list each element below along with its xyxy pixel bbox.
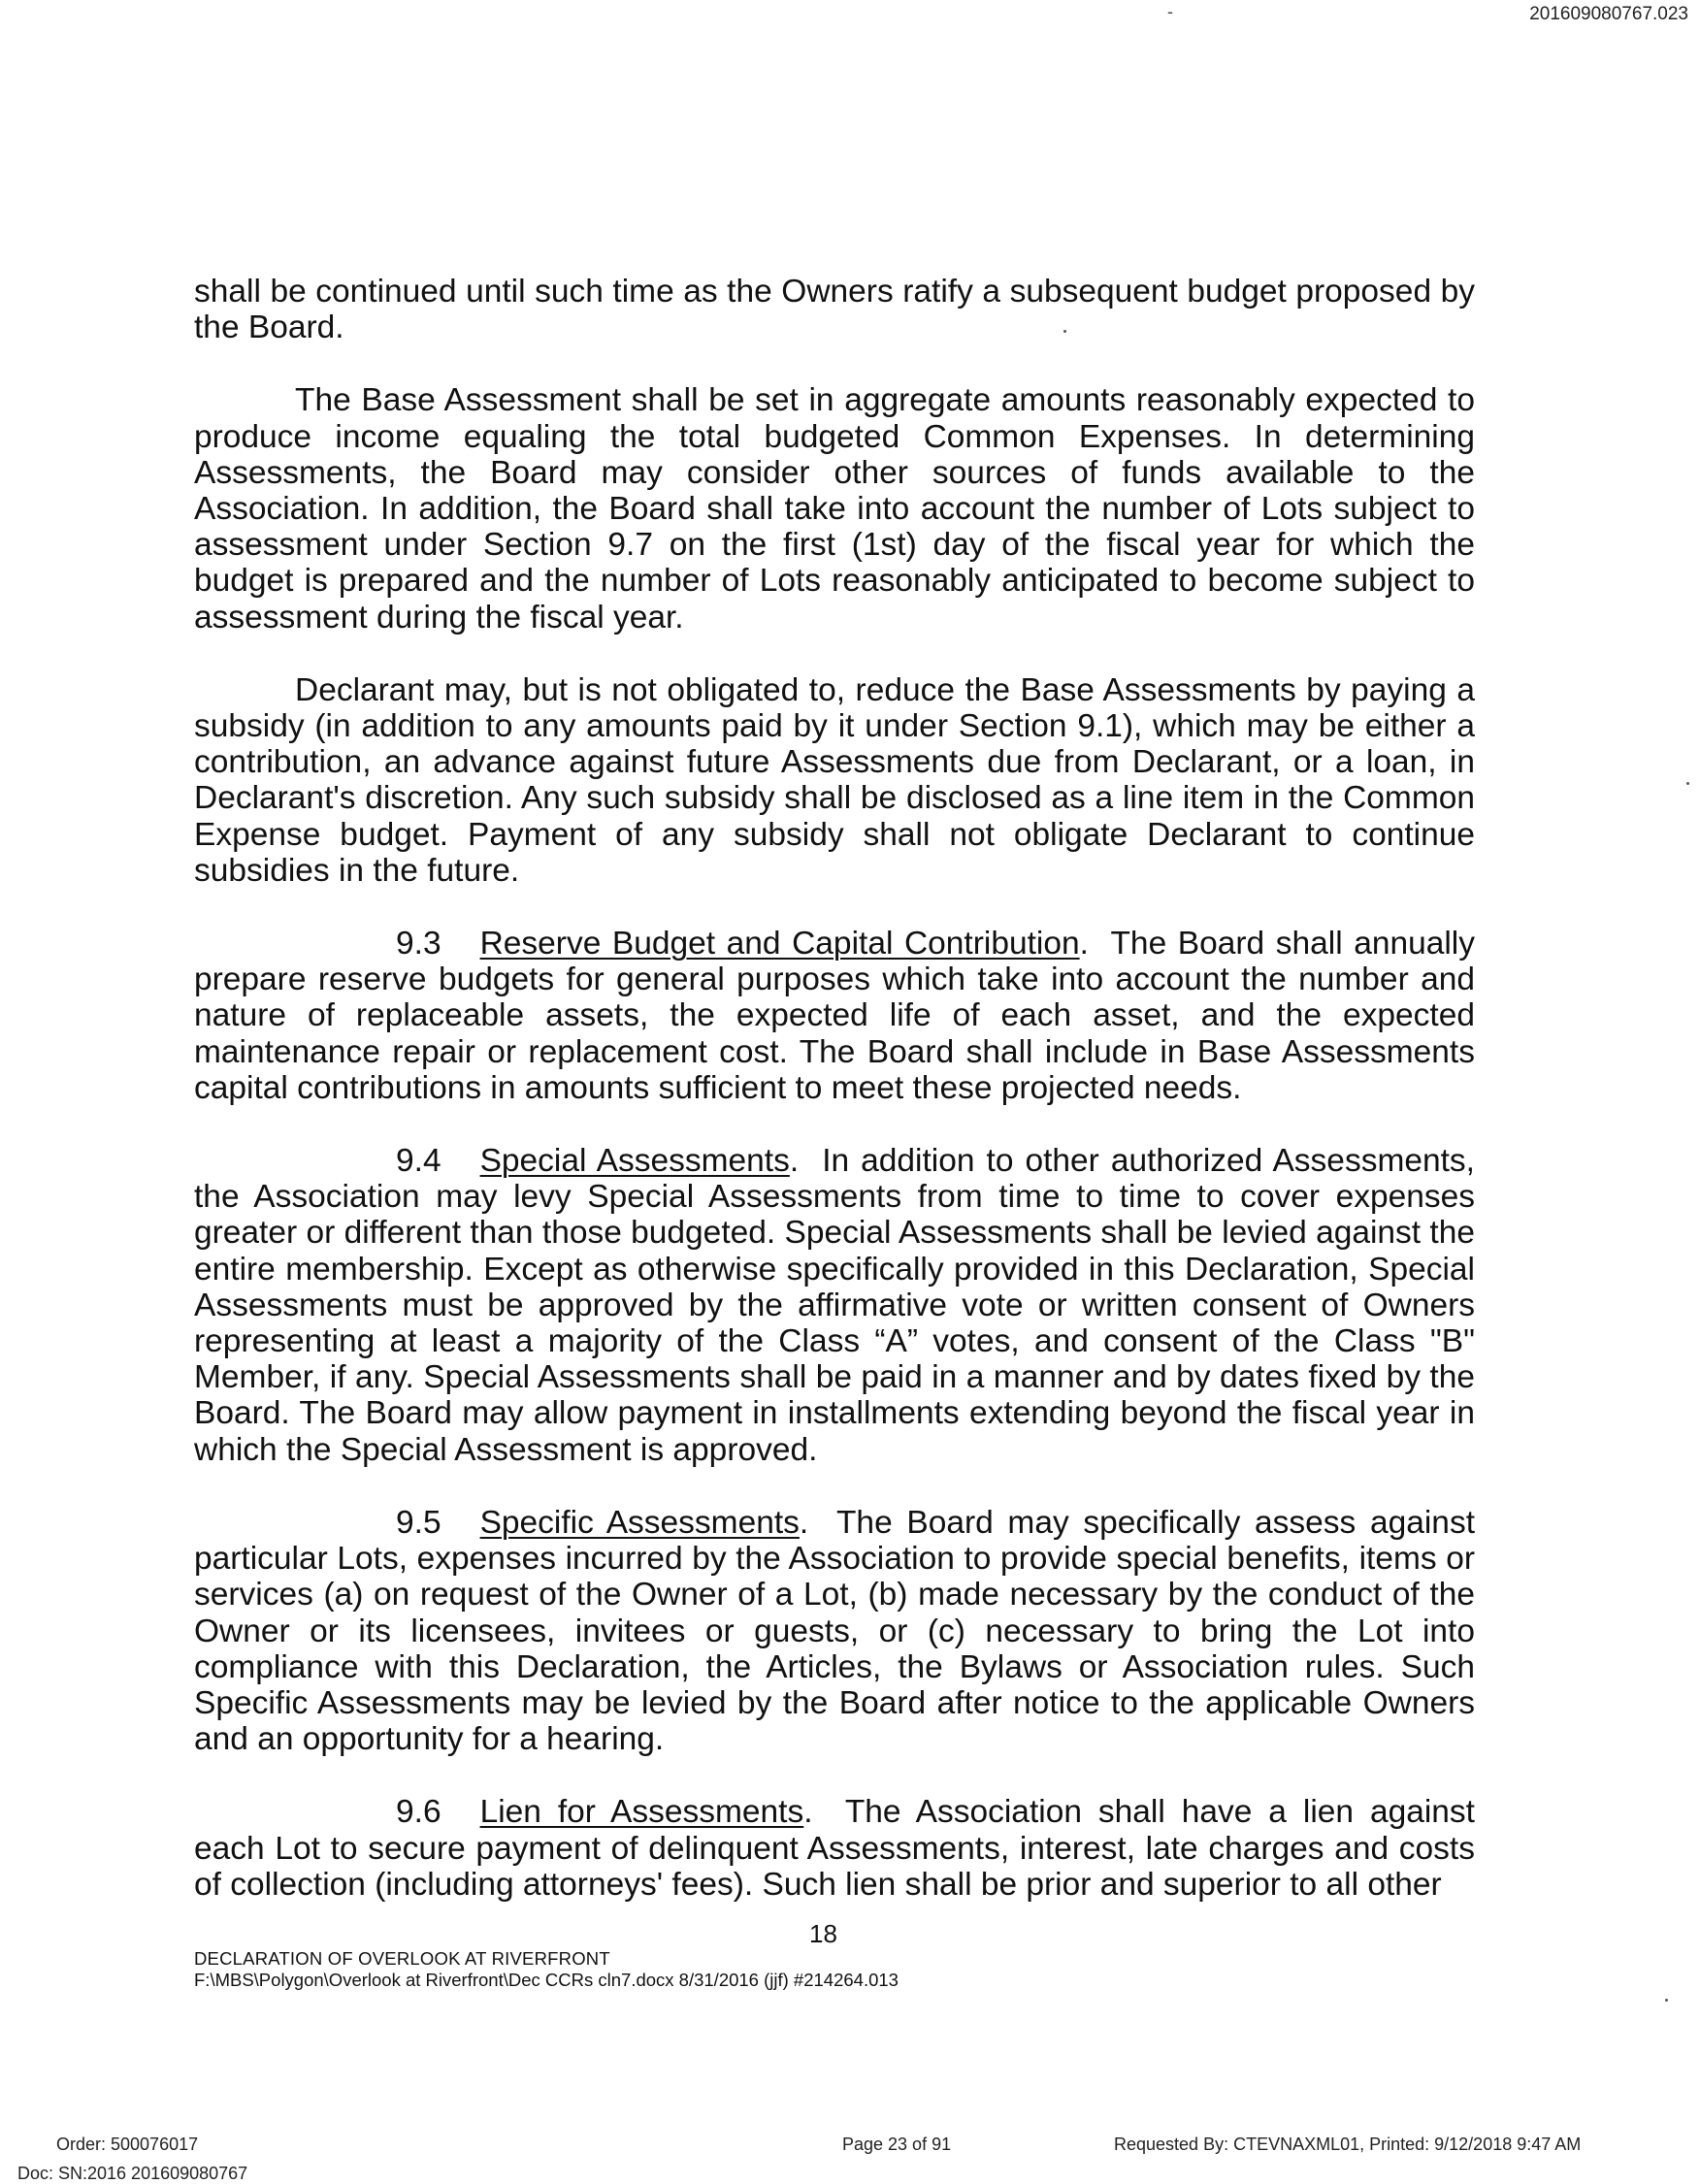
- section-heading: Lien for Assessments: [479, 1794, 804, 1831]
- section-number: 9.3: [396, 926, 441, 962]
- section-heading: Specific Assessments: [479, 1504, 800, 1541]
- corner-mark: -: [1167, 2, 1173, 21]
- page-count-stamp: Page 23 of 91: [842, 2135, 952, 2154]
- section-text: The Association shall have a lien against each Lot to secure payment of delinquent Assessments, interest, late charges and costs of collection (including attorneys' fees). Such lien shall be prior and superior to all other: [194, 1794, 1475, 1903]
- section-text: The Board may specifically assess against particular Lots, expenses incurred by the Association to provide special benefits, items or services (a) on request of the Owner of a Lot, (b) made necessary by the conduct of the Owner or its licensees, invitees or guests, or (c) necessary to bring the Lot into compliance with this Declaration, the Articles, the Bylaws or Association rules. Such Specific Assessments may be levied by the Board after notice to the applicable Owners and an opportunity for a hearing.: [194, 1504, 1475, 1758]
- footer-title: DECLARATION OF OVERLOOK AT RIVERFRONT: [194, 1948, 610, 1969]
- section-text: In addition to other authorized Assessments, the Association may levy Special Assessments from time to time to cover expenses greater or different than those budgeted. Special Assessments shall be levied against the entire membership. Except as otherwise specifically provided in this Declaration, Special Assessments must be approved by the affirmative vote or written consent of Owners representing at least a majority of the Class “A” votes, and consent of the Class "B" Member, if any. Special Assessments shall be paid in a manner and by dates fixed by the Board. The Board may allow payment in installments extending beyond the fiscal year in which the Special Assessment is approved.: [194, 1143, 1475, 1468]
- scan-speck: [1665, 1999, 1668, 2002]
- section-heading: Reserve Budget and Capital Contribution: [479, 926, 1080, 962]
- paragraph-continued: shall be continued until such time as the Owners ratify a subsequent budget proposed by the Board.: [194, 274, 1475, 346]
- section-9-4: 9.4 Special Assessments. In addition to other authorized Assessments, the Association may levy Special Assessments from time to time to cover expenses greater or different than those budgeted. Special Assessments shall be levied against the entire membership. Except as otherwise specifically provided in this Declaration, Special Assessments must be approved by the affirmative vote or written consent of Owners representing at least a majority of the Class “A” votes, and consent of the Class "B" Member, if any. Special Assessments shall be paid in a manner and by dates fixed by the Board. The Board may allow payment in installments extending beyond the fiscal year in which the Special Assessment is approved.: [194, 1143, 1475, 1468]
- section-text: The Board shall annually prepare reserve budgets for general purposes which take into account the number and nature of replaceable assets, the expected life of each asset, and the expected maintenance repair or replacement cost. The Board shall include in Base Assessments capital contributions in amounts sufficient to meet these projected needs.: [194, 926, 1475, 1106]
- section-9-5: 9.5 Specific Assessments. The Board may specifically assess against particular Lots, expenses incurred by the Association to provide special benefits, items or services (a) on request of the Owner of a Lot, (b) made necessary by the conduct of the Owner or its licensees, invitees or guests, or (c) necessary to bring the Lot into compliance with this Declaration, the Articles, the Bylaws or Association rules. Such Specific Assessments may be levied by the Board after notice to the applicable Owners and an opportunity for a hearing.: [194, 1504, 1475, 1758]
- document-number: 201609080767.023: [1529, 4, 1688, 24]
- paragraph-declarant-subsidy: Declarant may, but is not obligated to, reduce the Base Assessments by paying a subsidy (in addition to any amounts paid by it under Section 9.1), which may be either a contribution, an advance against future Assessments due from Declarant, or a loan, in Declarant's discretion. Any such subsidy shall be disclosed as a line item in the Common Expense budget. Payment of any subsidy shall not obligate Declarant to continue subsidies in the future.: [194, 671, 1475, 889]
- doc-stamp: Doc: SN:2016 201609080767: [17, 2164, 248, 2183]
- requested-by-stamp: Requested By: CTEVNAXML01, Printed: 9/12/2018 9:47 AM: [1114, 2135, 1582, 2154]
- scan-speck: [1063, 330, 1066, 333]
- order-stamp: Order: 500076017: [56, 2135, 199, 2154]
- section-number: 9.4: [396, 1143, 441, 1180]
- paragraph-base-assessment: The Base Assessment shall be set in aggregate amounts reasonably expected to produce income equaling the total budgeted Common Expenses. In determining Assessments, the Board may consider other sources of funds available to the Association. In addition, the Board shall take into account the number of Lots subject to assessment under Section 9.7 on the first (1st) day of the fiscal year for which the budget is prepared and the number of Lots reasonably anticipated to become subject to assessment during the fiscal year.: [194, 382, 1475, 636]
- body-text: [194, 274, 1475, 1940]
- footer-file-path: F:\MBS\Polygon\Overlook at Riverfront\Dec CCRs cln7.docx 8/31/2016 (jjf) #214264.013: [194, 1970, 899, 1990]
- section-9-3: 9.3 Reserve Budget and Capital Contribution. The Board shall annually prepare reserve budgets for general purposes which take into account the number and nature of replaceable assets, the expected life of each asset, and the expected maintenance repair or replacement cost. The Board shall include in Base Assessments capital contributions in amounts sufficient to meet these projected needs.: [194, 926, 1475, 1106]
- page-number: 18: [809, 1919, 837, 1948]
- section-heading: Special Assessments: [479, 1143, 790, 1180]
- section-number: 9.5: [396, 1504, 441, 1541]
- scan-speck: [1686, 782, 1689, 785]
- section-9-6: 9.6 Lien for Assessments. The Association shall have a lien against each Lot to secure payment of delinquent Assessments, interest, late charges and costs of collection (including attorneys' fees). Such lien shall be prior and superior to all other: [194, 1794, 1475, 1903]
- section-number: 9.6: [396, 1794, 441, 1831]
